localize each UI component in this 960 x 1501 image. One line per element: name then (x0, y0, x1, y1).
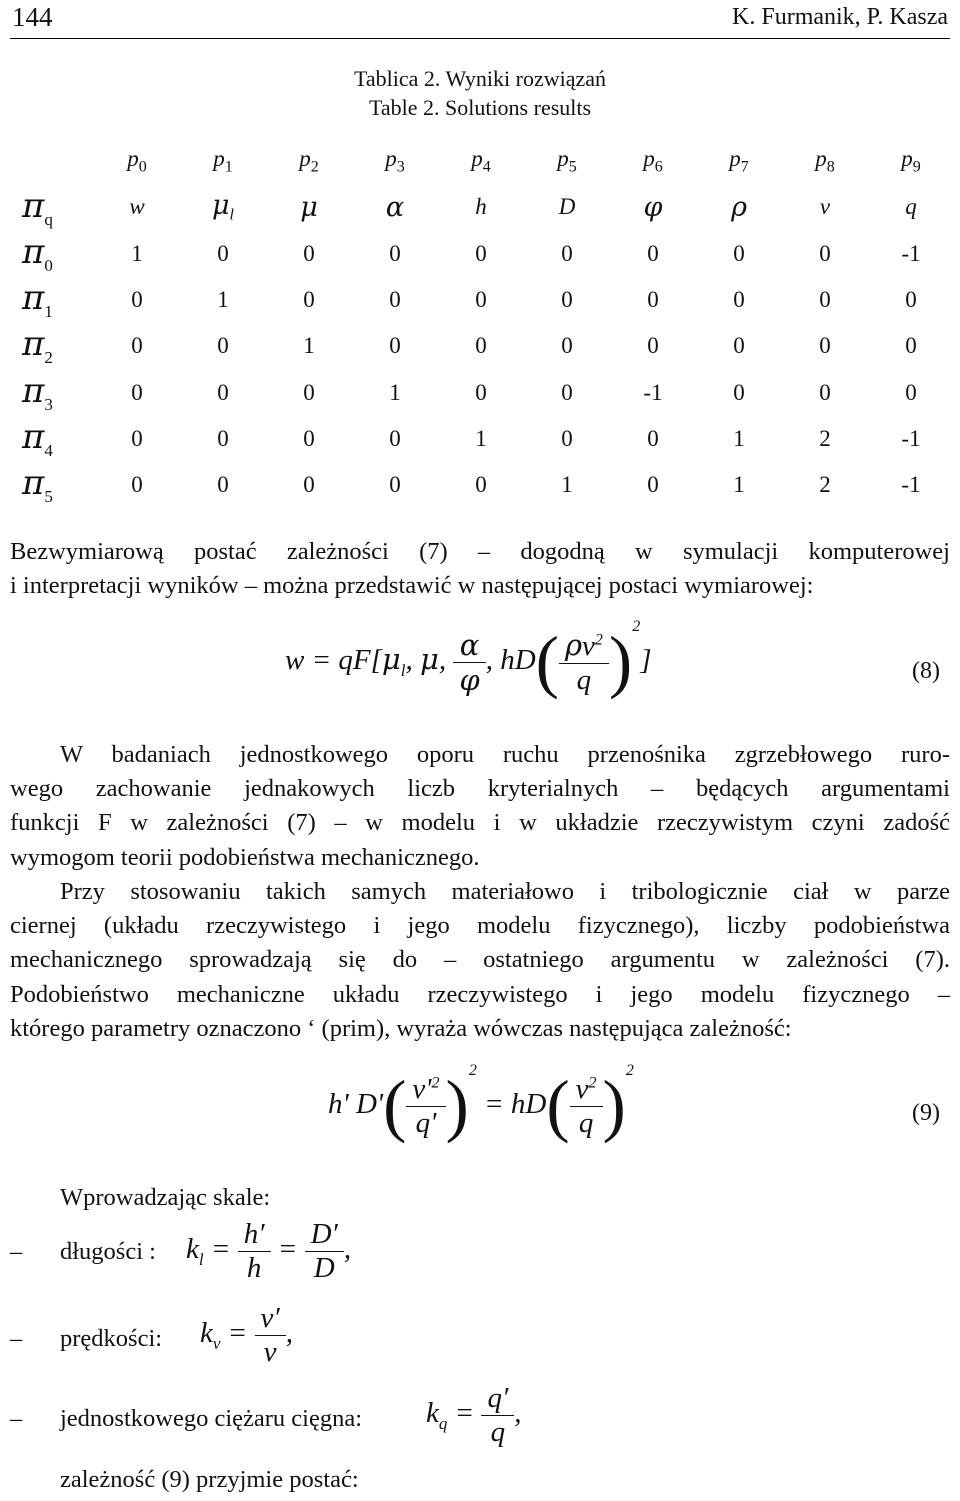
table-cell: -1 (901, 472, 921, 498)
table-cell: 1 (131, 240, 143, 266)
row-label: $\pi_0$ (22, 231, 53, 275)
list-dash: – (10, 1405, 23, 1432)
table-cell: 1 (561, 472, 573, 498)
table-cell: 0 (303, 472, 315, 498)
param-header: $p_4$ (471, 145, 491, 176)
text-line: mechanicznego sprowadzają się do – ostatniego argumentu w zależności (7). (10, 946, 950, 974)
param-header: $p_2$ (299, 145, 319, 176)
item-weight-label: jednostkowego ciężaru cięgna: (60, 1405, 363, 1432)
fraction-v-q: $\frac{v^2}{q}$ (570, 1073, 603, 1140)
table-cell: 1 (389, 379, 401, 405)
fraction-v-prime-q-prime: $\frac{v'^2}{q'}$ (406, 1073, 445, 1140)
results-table (12, 138, 954, 508)
paragraph-3 (10, 875, 950, 1046)
row-label: $\pi_4$ (22, 417, 53, 460)
table-cell: 0 (217, 472, 229, 498)
table-cell: 0 (389, 287, 401, 313)
table-cell: 0 (131, 472, 143, 498)
table-cell: 0 (647, 425, 659, 451)
table-cell: 0 (561, 379, 573, 405)
table-variable-row: $\pi_q$ w $\mu_l$ μ α h D φ ρ v q (12, 184, 954, 230)
table-cell: 0 (217, 379, 229, 405)
param-header: $p_1$ (213, 145, 233, 176)
table-row (12, 231, 954, 277)
table-cell: 0 (303, 425, 315, 451)
param-header: $p_9$ (901, 145, 921, 176)
running-authors: K. Furmanik, P. Kasza (732, 4, 948, 30)
page-number: 144 (12, 2, 53, 32)
table-cell: 0 (647, 287, 659, 313)
equation-9: h' D'( $\frac{v'^2}{q'}$ )$^2$ = hD( $\frac{v^2}{q}$ )$^2$ (328, 1062, 634, 1145)
table-cell: 0 (819, 240, 831, 266)
table-cell: 0 (131, 425, 143, 451)
fraction-rho-v2-q: $\frac{\rho v^2}{q}$ (559, 628, 609, 697)
text-line: Przy stosowaniu takich samych materiałowo i tribologicznie ciał w parze (60, 878, 950, 905)
variable-header: q (905, 194, 917, 220)
table-cell: -1 (901, 425, 921, 451)
table-cell: 2 (819, 472, 831, 498)
closing-line: zależność (9) przyjmie postać: (60, 1466, 359, 1493)
list-dash: – (10, 1238, 23, 1265)
table-cell: 0 (647, 333, 659, 359)
table-row (12, 416, 954, 462)
variable-header: v (819, 194, 831, 220)
row-label: $\pi_3$ (22, 370, 53, 414)
table-caption-pl: Tablica 2. Wyniki rozwiązań (353, 66, 607, 91)
list-dash: – (10, 1325, 23, 1352)
table-cell: 0 (733, 240, 745, 266)
table-cell: 0 (561, 425, 573, 451)
variable-header: h (475, 194, 487, 220)
table-cell: 0 (819, 287, 831, 313)
table-cell: 0 (905, 287, 917, 313)
table-cell: 0 (389, 425, 401, 451)
table-cell: 0 (905, 379, 917, 405)
row-label: $\pi_1$ (22, 278, 53, 321)
equation-9-number: (9) (912, 1100, 940, 1126)
variable-header: $\mu_l$ (211, 190, 234, 224)
row-label: $\pi_5$ (22, 463, 53, 507)
table-header-row (12, 138, 954, 184)
table-cell: 0 (561, 240, 573, 266)
table-cell: 1 (733, 425, 745, 451)
table-caption-en: Table 2. Solutions results (368, 95, 592, 120)
table-row (12, 277, 954, 323)
param-header: $p_6$ (643, 145, 663, 176)
text-line: wymogom teorii podobieństwa mechanicznego. (10, 843, 480, 871)
scales-intro: Wprowadzając skale: (60, 1184, 271, 1211)
table-cell: 0 (131, 333, 143, 359)
table-cell: 0 (733, 379, 745, 405)
paragraph-1 (10, 535, 950, 603)
equation-8-number: (8) (912, 658, 940, 684)
table-cell: 1 (733, 472, 745, 498)
table-row (12, 369, 954, 415)
text-line: którego parametry oznaczono ‘ (prim), wyraża wówczas następująca zależność: (10, 1014, 792, 1042)
table-cell: 0 (819, 333, 831, 359)
table-cell: 0 (819, 379, 831, 405)
text-line: funkcji F w zależności (7) – w modelu i w układzie rzeczywistym czyni zadość (10, 809, 950, 837)
table-cell: 0 (303, 287, 315, 313)
variable-header: D (558, 194, 576, 220)
table-cell: 0 (561, 333, 573, 359)
param-header: $p_3$ (385, 145, 405, 176)
table-row (12, 323, 954, 369)
variable-header: α (385, 191, 405, 223)
table-cell: 0 (217, 333, 229, 359)
table-cell: 0 (905, 333, 917, 359)
table-cell: 0 (475, 287, 487, 313)
table-cell: 0 (475, 333, 487, 359)
table-cell: 1 (217, 287, 229, 313)
table-cell: 0 (303, 379, 315, 405)
scale-velocity-formula: $k_v$ = $\frac{v'}{v}$ , (200, 1302, 293, 1368)
text-line: ciernej (układu rzeczywistego i jego modelu fizycznego), liczby podobieństwa (10, 912, 950, 940)
table-cell: 0 (131, 379, 143, 405)
variable-header: ρ (731, 191, 747, 223)
table-cell: -1 (901, 240, 921, 266)
table-cell: 0 (475, 472, 487, 498)
variable-header: μ (300, 191, 318, 223)
paragraph-2 (10, 738, 950, 875)
table-cell: 0 (389, 472, 401, 498)
equation-8: $w = qF[\mu_l$, μ, $\frac{\alpha}{\varphi}$ , hD( $\frac{\rho v^2}{q}$ )$^2$] (285, 618, 652, 701)
item-length-label: długości : (60, 1238, 156, 1265)
scale-length-formula: $k_l$ = $\frac{h'}{h}$ = $\frac{D'}{D}$ , (186, 1218, 352, 1284)
table-cell: 1 (303, 333, 315, 359)
table-cell: 0 (475, 240, 487, 266)
table-cell: -1 (643, 379, 663, 405)
param-header: $p_7$ (729, 145, 749, 176)
param-header: $p_8$ (815, 145, 835, 176)
text-line: W badaniach jednostkowego oporu ruchu przenośnika zgrzebłowego ruro- (60, 741, 950, 768)
text-line: Bezwymiarową postać zależności (7) – dogodną w symulacji komputerowej (10, 538, 950, 565)
table-cell: 0 (217, 425, 229, 451)
variable-header: φ (643, 191, 663, 223)
item-velocity-label: prędkości: (60, 1325, 163, 1352)
running-header (10, 0, 950, 39)
table-row (12, 462, 954, 508)
param-header: $p_5$ (557, 145, 577, 176)
scale-weight-formula: $k_q$ = $\frac{q'}{q}$ , (426, 1382, 522, 1448)
table-cell: 0 (647, 240, 659, 266)
row-label: $\pi_2$ (22, 324, 53, 368)
table-cell: 0 (389, 333, 401, 359)
table-cell: 0 (647, 472, 659, 498)
text-line: i interpretacji wyników – można przedstawić w następującej postaci wymiarowej: (10, 572, 814, 600)
table-cell: 0 (389, 240, 401, 266)
table-cell: 0 (561, 287, 573, 313)
table-cell: 0 (475, 379, 487, 405)
table-cell: 1 (475, 425, 487, 451)
fraction-alpha-phi: $\frac{\alpha}{\varphi}$ (453, 628, 485, 697)
table-cell: 0 (217, 240, 229, 266)
text-line: wego zachowanie jednakowych liczb kryterialnych – będących argumentami (10, 775, 950, 803)
table-cell: 0 (733, 287, 745, 313)
variable-header: w (129, 194, 145, 220)
table-cell: 0 (303, 240, 315, 266)
table-cell: 0 (131, 287, 143, 313)
table-cell: 0 (733, 333, 745, 359)
text-line: Podobieństwo mechaniczne układu rzeczywistego i jego modelu fizycznego – (10, 980, 950, 1008)
table-cell: 2 (819, 425, 831, 451)
param-header: $p_0$ (127, 145, 147, 176)
